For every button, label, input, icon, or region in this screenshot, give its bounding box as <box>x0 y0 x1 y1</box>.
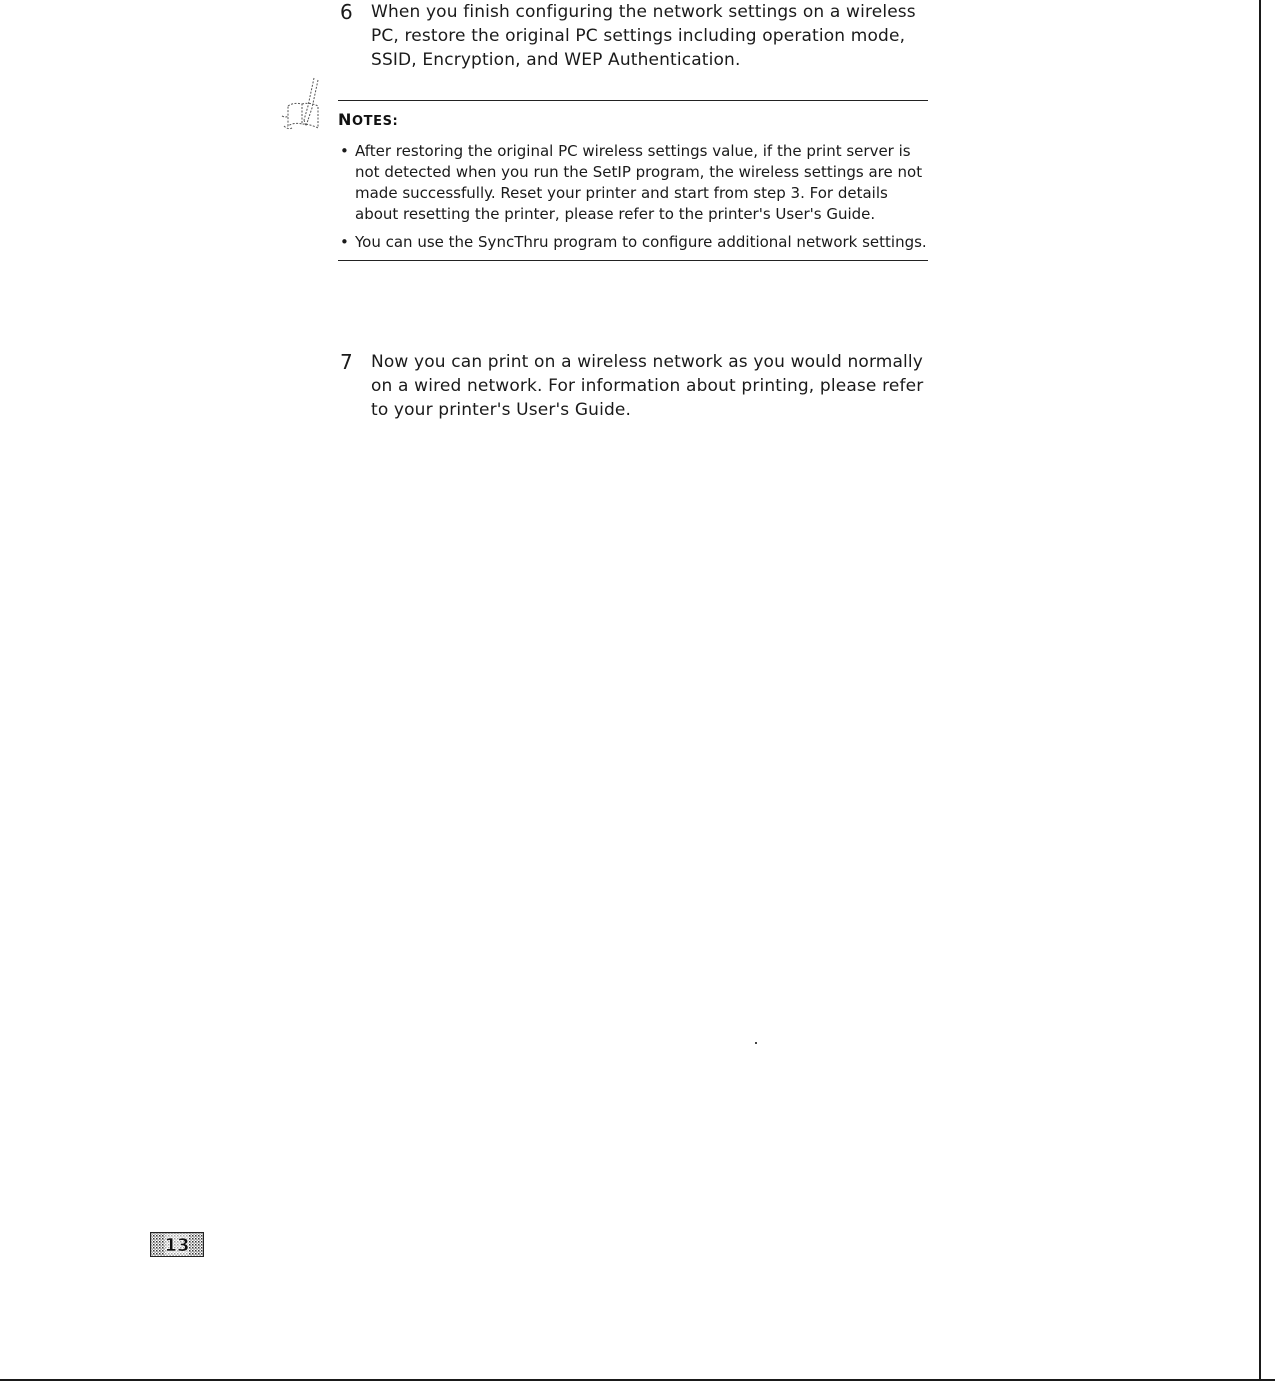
step-number: 7 <box>340 350 353 374</box>
notes-bottom-rule <box>338 260 928 261</box>
notes-title-initial: N <box>338 110 352 129</box>
page-number: 13 <box>164 1235 190 1256</box>
page-number-badge <box>150 1232 204 1257</box>
notes-item <box>338 232 928 253</box>
notes-title-rest: OTES: <box>352 114 399 129</box>
pencil-note-icon <box>280 76 332 140</box>
step-number: 6 <box>340 0 353 24</box>
notes-item <box>338 141 928 225</box>
notes-item-text: After restoring the original PC wireless settings value, if the print server is not detected when you run the SetIP program, the wireless settings are not made successfully. Reset your printer and start from step 3. For details about resetting the printer, please refer to the printer's User's Guide. <box>355 142 923 223</box>
notes-list <box>338 141 928 253</box>
notes-title <box>338 111 928 131</box>
page-edge-right <box>1259 0 1261 1380</box>
bullet: • <box>340 142 349 160</box>
page-edge-bottom <box>0 1379 1275 1381</box>
step-text: Now you can print on a wireless network as you would normally on a wired network. For information about printing, please refer to your printer's User's Guide. <box>371 352 924 420</box>
notes-top-rule <box>338 100 928 101</box>
bullet: • <box>340 233 349 251</box>
scan-speck <box>755 1042 757 1044</box>
step-text: When you finish configuring the network settings on a wireless PC, restore the original PC settings including operation mode, SSID, Encryption, and WEP Authentication. <box>371 2 916 70</box>
notes-item-text: You can use the SyncThru program to configure additional network settings. <box>355 233 927 251</box>
notes-box <box>338 100 928 261</box>
